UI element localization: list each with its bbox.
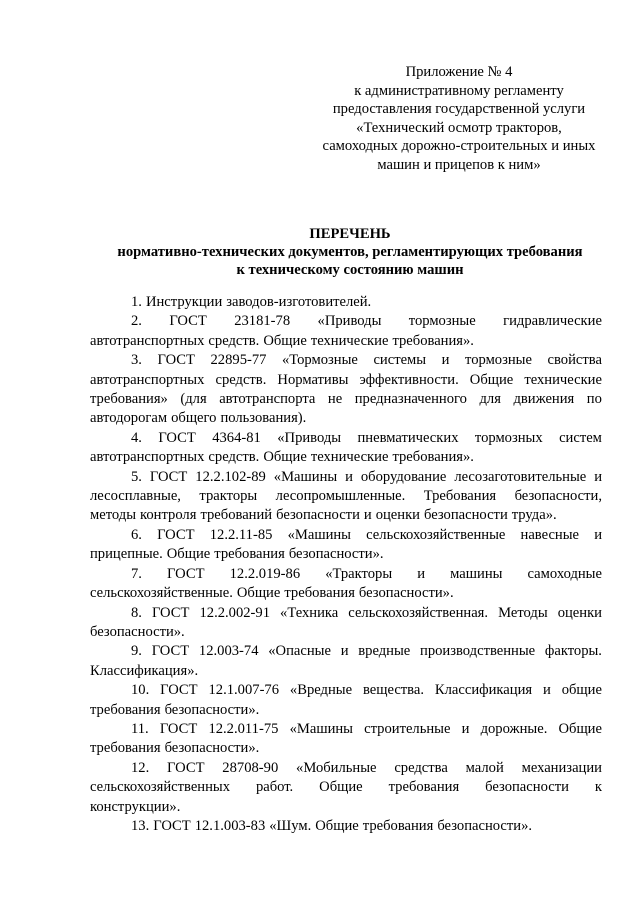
word: автотранспортных	[90, 332, 205, 349]
word: и	[363, 507, 372, 524]
appendix-line: Приложение № 4	[405, 64, 513, 80]
word: гидравлические	[503, 313, 602, 330]
word: Требования	[423, 488, 497, 505]
word: к	[594, 779, 602, 796]
list-item-line	[90, 798, 602, 817]
word: 10.	[131, 682, 150, 699]
word: безопасности	[485, 779, 569, 796]
list-item-line	[90, 778, 602, 797]
word: ГОСТ	[159, 720, 198, 737]
word: 12.	[131, 759, 150, 776]
word: лесосплавные,	[90, 488, 181, 505]
list-item-line	[90, 390, 602, 409]
word: (для	[180, 391, 207, 408]
word: Инструкции	[145, 294, 223, 310]
word: безопасности,	[514, 488, 602, 505]
list-item-line	[90, 448, 602, 467]
list-item	[90, 565, 602, 604]
word: оценки	[557, 604, 602, 621]
word: и	[543, 682, 551, 699]
word: 2.	[131, 313, 142, 330]
word: труда».	[511, 507, 557, 524]
word: ГОСТ	[167, 565, 205, 582]
word: не	[327, 391, 343, 408]
list-item	[90, 817, 602, 836]
word: предназначенного	[354, 391, 467, 408]
list-item-line	[90, 817, 602, 836]
title-subheading: нормативно-технических документов, регламентирующих требования	[117, 244, 583, 261]
word: механизации	[521, 759, 602, 776]
list-item-line	[90, 701, 602, 720]
word: сельскохозяйственных	[90, 779, 231, 796]
word: требования».	[392, 332, 474, 349]
word: и	[594, 468, 602, 485]
list-item-line	[90, 312, 602, 331]
word: требования	[90, 701, 161, 718]
word: конструкции».	[90, 798, 181, 815]
word: средства	[394, 759, 448, 776]
list-item-line	[90, 604, 602, 623]
list-item-line	[90, 584, 602, 603]
word: Нормативы	[277, 371, 349, 388]
word: лесозаготовительные	[454, 468, 587, 485]
title-subheading: к техническому состоянию машин	[236, 262, 464, 279]
word: 4364-81	[212, 429, 261, 446]
word: 12.1.007-76	[208, 682, 280, 699]
word: и	[340, 643, 349, 660]
word: безопасности	[423, 507, 508, 524]
word: «Машины	[289, 720, 353, 737]
word: навесные	[520, 526, 580, 543]
word: производственные	[420, 643, 536, 660]
list-item-line	[90, 409, 602, 428]
word: автодорогам	[90, 410, 168, 427]
appendix-line: предоставления государственной услуги	[332, 101, 586, 118]
word: безопасности».	[90, 623, 185, 640]
list-item	[90, 642, 602, 681]
word: 12.2.11-85	[209, 526, 273, 543]
word: 13.	[131, 817, 150, 834]
word: пневматических	[357, 429, 459, 446]
word: требования	[90, 740, 161, 757]
word: 7.	[131, 565, 142, 582]
word: общего	[171, 410, 217, 427]
appendix-line: самоходных дорожно-строительных и иных	[322, 138, 596, 155]
word: по	[586, 391, 602, 408]
word: самоходные	[527, 565, 602, 582]
word: ГОСТ	[149, 468, 188, 485]
word: движения	[513, 391, 575, 408]
list-item-line	[90, 526, 602, 545]
word: 12.003-74	[198, 643, 259, 660]
word: 9.	[131, 643, 142, 660]
word: ГОСТ	[157, 352, 195, 369]
word: «Мобильные	[296, 759, 377, 776]
word: Классификация	[434, 682, 533, 699]
word: общие	[561, 682, 602, 699]
word: Общие	[319, 779, 363, 796]
word: Общие	[236, 585, 281, 602]
list-item	[90, 468, 602, 526]
word: факторы.	[544, 643, 602, 660]
word: 1.	[131, 294, 142, 310]
word: «Приводы	[317, 313, 382, 330]
word: сельскохозяйственные.	[90, 585, 233, 602]
word: ГОСТ	[169, 313, 207, 330]
word: пользования).	[220, 410, 307, 427]
appendix-line: к административному регламенту	[354, 82, 564, 99]
list-item-line	[90, 545, 602, 564]
word: систем	[559, 429, 602, 446]
word: Общие	[166, 546, 211, 563]
list-item-line	[90, 371, 602, 390]
appendix-line: «Технический осмотр тракторов,	[356, 119, 562, 136]
word: «Техника	[280, 604, 339, 621]
word: для	[479, 391, 501, 408]
word: и	[345, 468, 353, 485]
word: прицепные.	[90, 546, 163, 563]
word: ГОСТ	[167, 759, 205, 776]
appendix-header	[300, 63, 618, 175]
list-item	[90, 759, 602, 817]
word: сельскохозяйственные	[366, 526, 506, 543]
word: сельскохозяйственная.	[348, 604, 489, 621]
word: требования	[284, 585, 355, 602]
word: ГОСТ	[158, 429, 196, 446]
word: Общие	[469, 371, 514, 388]
word: автотранспортных	[90, 449, 205, 466]
list-item-line	[90, 468, 602, 487]
word: дорожные.	[480, 720, 548, 737]
word: Общие	[263, 449, 307, 466]
word: «Машины	[287, 526, 351, 543]
word: средств.	[208, 449, 260, 466]
list-item-line	[90, 565, 602, 584]
word: контроля	[140, 507, 197, 524]
word: 12.1.003-83	[194, 817, 266, 834]
word: безопасности».	[358, 585, 454, 602]
word: тормозные	[465, 352, 532, 369]
word: безопасности».	[164, 701, 260, 718]
word: «Машины	[273, 468, 338, 485]
list-item	[90, 604, 602, 643]
list-item-line	[90, 759, 602, 778]
list-item	[90, 681, 602, 720]
word: работ.	[255, 779, 294, 796]
word: требования	[388, 779, 460, 796]
word: ГОСТ	[151, 643, 190, 660]
word: технические	[310, 449, 389, 466]
appendix-line: машин и прицепов к ним»	[377, 156, 541, 173]
word: требования».	[392, 449, 474, 466]
word: 28708-90	[222, 759, 279, 776]
word: Классификация».	[90, 662, 199, 679]
word: безопасности	[276, 507, 360, 524]
word: безопасности».	[164, 740, 260, 757]
word: ГОСТ	[151, 604, 190, 621]
list-item-line	[90, 351, 602, 370]
word: ГОСТ	[153, 817, 191, 834]
word: требования	[362, 817, 434, 834]
word: тракторы	[199, 488, 258, 505]
word: требований	[200, 507, 273, 524]
list-item-line	[90, 681, 602, 700]
word: «Тракторы	[325, 565, 393, 582]
word: Общие	[315, 817, 359, 834]
word: системы	[373, 352, 427, 369]
word: «Тормозные	[282, 352, 358, 369]
list-item-line	[90, 487, 602, 506]
word: строительные	[364, 720, 451, 737]
list-item-line	[90, 642, 602, 661]
word: 12.2.002-91	[199, 604, 271, 621]
list-item	[90, 720, 602, 759]
word: 22895-77	[210, 352, 267, 369]
list-item-line	[90, 623, 602, 642]
word: Общие	[558, 720, 602, 737]
word: тормозные	[408, 313, 476, 330]
word: 12.2.019-86	[229, 565, 301, 582]
word: «Опасные	[268, 643, 331, 660]
list-item	[90, 429, 602, 468]
document-title	[70, 225, 630, 280]
list-item	[90, 293, 602, 312]
word: свойства	[547, 352, 602, 369]
word: автотранспорта	[219, 391, 316, 408]
document-list	[90, 293, 602, 836]
word: 12.2.102-89	[195, 468, 266, 485]
word: 5.	[131, 468, 142, 485]
word: 12.2.011-75	[208, 720, 279, 737]
word: и	[417, 565, 426, 582]
list-item-line	[90, 429, 602, 448]
word: тормозных	[474, 429, 543, 446]
word: безопасности».	[288, 546, 384, 563]
word: лесопромышленные.	[275, 488, 406, 505]
list-item-line	[90, 332, 602, 351]
word: технические	[524, 371, 602, 388]
word: вещества.	[362, 682, 424, 699]
word: Методы	[498, 604, 548, 621]
word: ГОСТ	[157, 526, 195, 543]
word: «Приводы	[277, 429, 342, 446]
word: и	[594, 526, 602, 543]
word: «Вредные	[289, 682, 353, 699]
list-item-line	[90, 720, 602, 739]
word: оборудование	[360, 468, 447, 485]
list-item	[90, 526, 602, 565]
word: оценки	[375, 507, 420, 524]
word: 6.	[131, 526, 142, 543]
word: ГОСТ	[160, 682, 198, 699]
list-item-line	[90, 662, 602, 681]
list-item-line	[90, 739, 602, 758]
word: средств.	[208, 332, 260, 349]
word: малой	[465, 759, 504, 776]
word: автотранспортных	[90, 371, 205, 388]
word: требования»	[90, 391, 168, 408]
word: методы	[90, 507, 137, 524]
word: 11.	[131, 720, 149, 737]
list-item-line	[90, 293, 602, 312]
word: машины	[450, 565, 503, 582]
word: 8.	[131, 604, 142, 621]
title-heading: ПЕРЕЧЕНЬ	[309, 226, 391, 242]
word: эффективности.	[359, 371, 459, 388]
word: 4.	[131, 429, 142, 446]
word: 23181-78	[234, 313, 291, 330]
word: технические	[310, 332, 389, 349]
word: заводов-изготовителей.	[226, 294, 372, 310]
word: требования	[214, 546, 285, 563]
word: 3.	[131, 352, 142, 369]
list-item-line	[90, 506, 602, 525]
word: Общие	[263, 332, 307, 349]
word: средств.	[215, 371, 267, 388]
list-item	[90, 351, 602, 429]
list-item	[90, 312, 602, 351]
word: и	[461, 720, 470, 737]
word: безопасности».	[437, 817, 533, 834]
word: вредные	[358, 643, 411, 660]
word: «Шум.	[269, 817, 312, 834]
word: и	[441, 352, 450, 369]
